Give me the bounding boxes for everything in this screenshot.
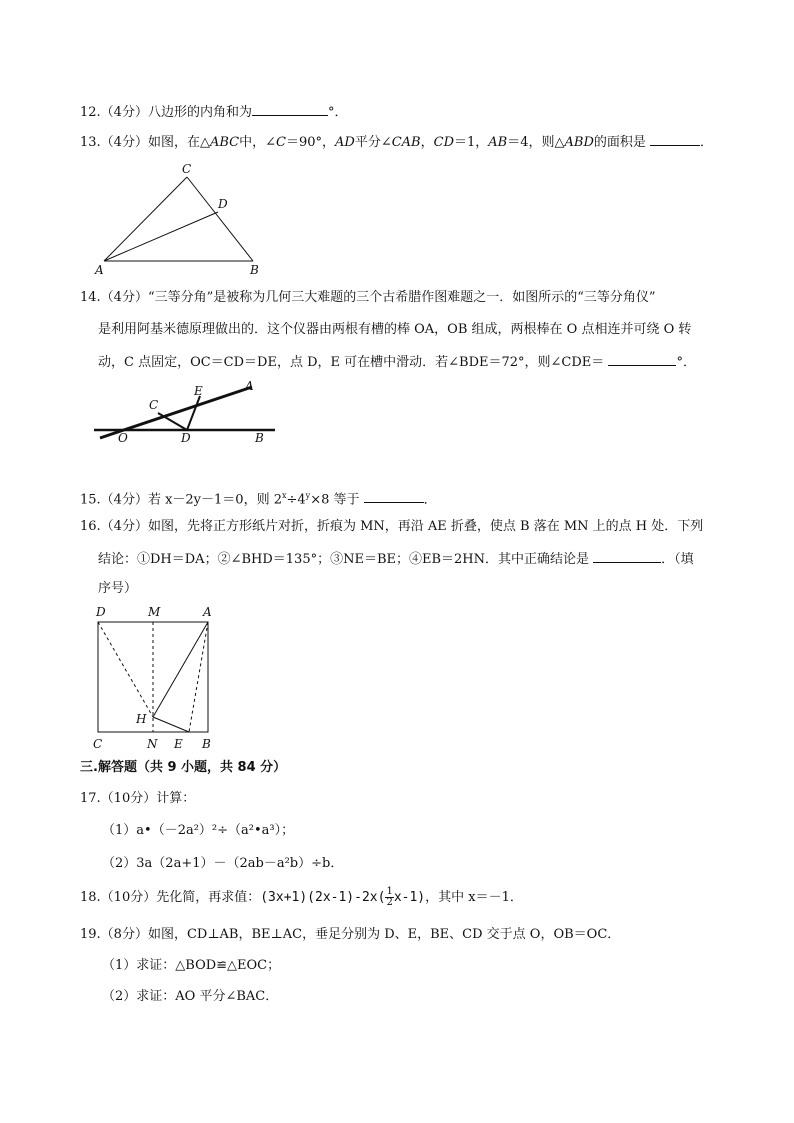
side-cb xyxy=(187,177,253,261)
question-16-line3: 序号） xyxy=(98,581,138,596)
square-figure-q16 xyxy=(88,602,228,752)
question-14-line3: 动，C 点固定，OC＝CD＝DE，点 D，E 可在槽中滑动．若∠BDE＝72°，则∠CDE＝ °． xyxy=(98,355,696,370)
label-a: A xyxy=(203,605,212,619)
question-19-part1: （1）求证：△BOD≌△EOC； xyxy=(102,958,281,973)
question-17-part1: （1）a•（－2a²）²÷（a²•a³）； xyxy=(102,823,295,838)
segment-ad xyxy=(104,212,218,261)
label-n: N xyxy=(147,737,158,751)
question-19: 19.（8分）如图，CD⊥AB，BE⊥AC，垂足分别为 D、E，BE、CD 交于点 O，OB＝OC． xyxy=(80,927,621,942)
fraction-one-half: $\frac{1}{2}$ xyxy=(386,886,393,908)
label-d: D xyxy=(218,197,228,211)
label-a: A xyxy=(95,263,104,277)
link-de xyxy=(187,396,200,430)
trisector-figure-q14 xyxy=(90,378,290,450)
label-e: E xyxy=(194,384,203,398)
label-m: M xyxy=(148,605,161,619)
label-o: O xyxy=(118,431,128,445)
section-heading: 三.解答题（共 9 小题，共 84 分） xyxy=(80,760,287,775)
question-17-part2: （2）3a（2a+1）－（2ab－a²b）÷b． xyxy=(102,856,344,871)
segment-he xyxy=(153,717,189,732)
link-cd xyxy=(158,413,187,430)
side-ac xyxy=(104,177,187,261)
answer-blank[interactable] xyxy=(364,490,424,503)
label-e: E xyxy=(174,737,183,751)
question-12: 12.（4分）八边形的内角和为 °． xyxy=(80,105,348,120)
label-b: B xyxy=(250,263,259,277)
question-14-line1: 14.（4分）“三等分角”是被称为几何三大难题的三个古希腊作图难题之一．如图所示的“三等分角仪” xyxy=(80,290,656,305)
label-h: H xyxy=(136,712,147,726)
label-c: C xyxy=(93,737,103,751)
label-a: A xyxy=(245,379,254,393)
triangle-figure-q13 xyxy=(90,158,270,278)
answer-blank[interactable] xyxy=(593,550,661,563)
label-b: B xyxy=(202,737,211,751)
answer-blank[interactable] xyxy=(608,353,676,366)
question-15: 15.（4分）若 x－2y－1＝0，则 $2^x\div 4^y\times 8$ 等于 ． xyxy=(80,491,437,508)
segment-dh xyxy=(98,622,153,717)
question-16-line2: 结论：①DH＝DA；②∠BHD＝135°；③NE＝BE；④EB＝2HN．其中正确结论是 ．（填 xyxy=(98,552,694,567)
question-16-line1: 16.（4分）如图，先将正方形纸片对折，折痕为 MN，再沿 AE 折叠，使点 B 落在 MN 上的点 H 处．下列 xyxy=(80,519,704,534)
label-c: C xyxy=(149,398,159,412)
question-19-part2: （2）求证：AO 平分∠BAC． xyxy=(102,989,279,1004)
label-d: D xyxy=(181,431,191,445)
label-d: D xyxy=(96,605,106,619)
question-17: 17.（10分）计算： xyxy=(80,791,196,806)
question-13: 13.（4分）如图，在△ABC中，∠C＝90°，AD平分∠CAB，CD＝1，AB＝4，则△ABD的面积是 ． xyxy=(80,135,714,150)
answer-blank[interactable] xyxy=(252,103,328,116)
question-14-line2: 是利用阿基米德原理做出的．这个仪器由两根有槽的棒 OA，OB 组成，两根棒在 O 点相连并可绕 O 转 xyxy=(98,322,692,337)
question-18: 18.（10分）先化简，再求值：(3x+1)(2x-1)-2x( $\frac{1}{2}$ x-1)，其中 x＝－1． xyxy=(80,886,523,908)
label-b: B xyxy=(255,431,264,445)
label-c: C xyxy=(182,162,192,176)
answer-blank[interactable] xyxy=(650,133,700,146)
